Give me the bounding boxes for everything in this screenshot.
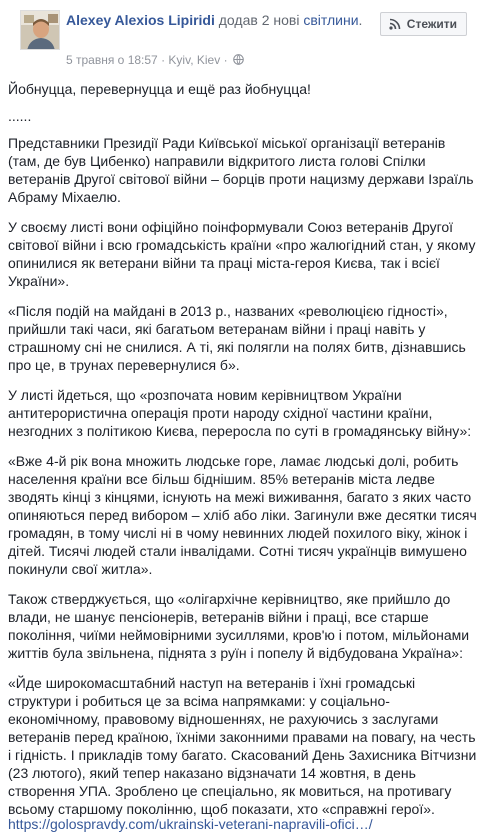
post-paragraph: «Після подій на майдані в 2013 р., названих «революцією гідності», прийшли такі часи, які багатьом ветеранам війни і праці навіть у страшному сні не снилися. А ті, які полягли на полях битв, дізнавшись про це, в трунах перевернулися б».: [8, 303, 466, 373]
post-paragraph: Представники Президії Ради Київської міської організації ветеранів (там, де був Цибенко) направили відкритого листа голові Спілки ветеранів Другої світової війни – борців проти нацизму держави Ізраїль Абраму Міхаелю.: [8, 135, 474, 205]
globe-icon[interactable]: [233, 54, 244, 65]
post-body: [8, 80, 480, 830]
post-ellipsis: ......: [8, 108, 32, 124]
rss-icon: [388, 17, 402, 31]
author-name[interactable]: Alexey Alexios Lipiridi: [66, 12, 215, 28]
post-date[interactable]: 5 травня о 18:57: [66, 53, 158, 67]
article-link[interactable]: https://golospravdy.com/ukrainski-veterani-napravili-ofici…/: [8, 816, 373, 832]
post-paragraph: «Йде широкомасштабний наступ на ветеранів і їхні громадські структури і робиться це за всіма напрямками: у соціально-економічному, правовому відношеннях, не рахуючись з заслугами ветеранів перед країною, їхніми законними правами на повагу, на честь і гідність. І прикладів тому багато. Скасований День Захисника Вітчизни (23 лютого), який тепер наказано відзначати 14 жовтня, в день створення УПА. Зроблено це спеціально, як мовиться, на противагу всьому старшому поколінню, щоб показати, хто «справжні герої».: [8, 675, 477, 817]
post-location[interactable]: Kyiv, Kiev: [168, 53, 221, 67]
action-text: додав 2 нові: [214, 12, 300, 28]
author-avatar[interactable]: [20, 10, 60, 50]
meta-separator: ·: [161, 53, 169, 67]
post-paragraph: У листі йдеться, що «розпочата новим керівництвом України антитерористична операція проти народу східної частини країни, незгодних з політикою Києва, переросла по суті в громадянську війну»:: [8, 387, 472, 439]
post-paragraph: Також стверджується, що «олігархічне керівництво, яке прийшло до влади, не шанує пенсіонерів, ветеранів війни і праці, все старше покоління, чиїми неймовірними зусиллями, кров'ю і потом, мільйонами життів була звільнена, піднята з руїн і попелу й відбудована Україна»:: [8, 591, 470, 661]
follow-label: Стежити: [406, 17, 457, 31]
post-paragraph: «Вже 4-й рік вона множить людське горе, ламає людські долі, робить населення країни все більш біднішим. 85% ветеранів міста ледве зводять кінці з кінцями, існують на межі виживання, багато з яких часто опиняються перед вибором – хліб або ліки. Загинули вже десятки тисяч громадян, в тому числі ні в чому невинних людей похилого віку, жінок і дітей. Тисячі людей стали інвалідами. Сотні тисяч українців вимушено покинули свої житла».: [8, 453, 477, 577]
action-end: .: [358, 12, 363, 28]
post-meta: [66, 53, 244, 67]
photos-link[interactable]: світлини: [303, 12, 359, 28]
post-intro: Йобнуцца, перевернуцца и ещё раз йобнуцца!: [8, 81, 311, 97]
meta-separator: ·: [223, 53, 231, 67]
post-paragraph: У своєму листі вони офіційно поінформували Союз ветеранів Другої світової війни і всю громадськість країни «про жалюгідний стан, у якому опинилися як ветерани війни та праці міста-героя Києва, так і всієї України».: [8, 219, 476, 289]
follow-button[interactable]: [380, 12, 467, 36]
post-header: [12, 0, 479, 72]
post-headline: [66, 11, 366, 30]
